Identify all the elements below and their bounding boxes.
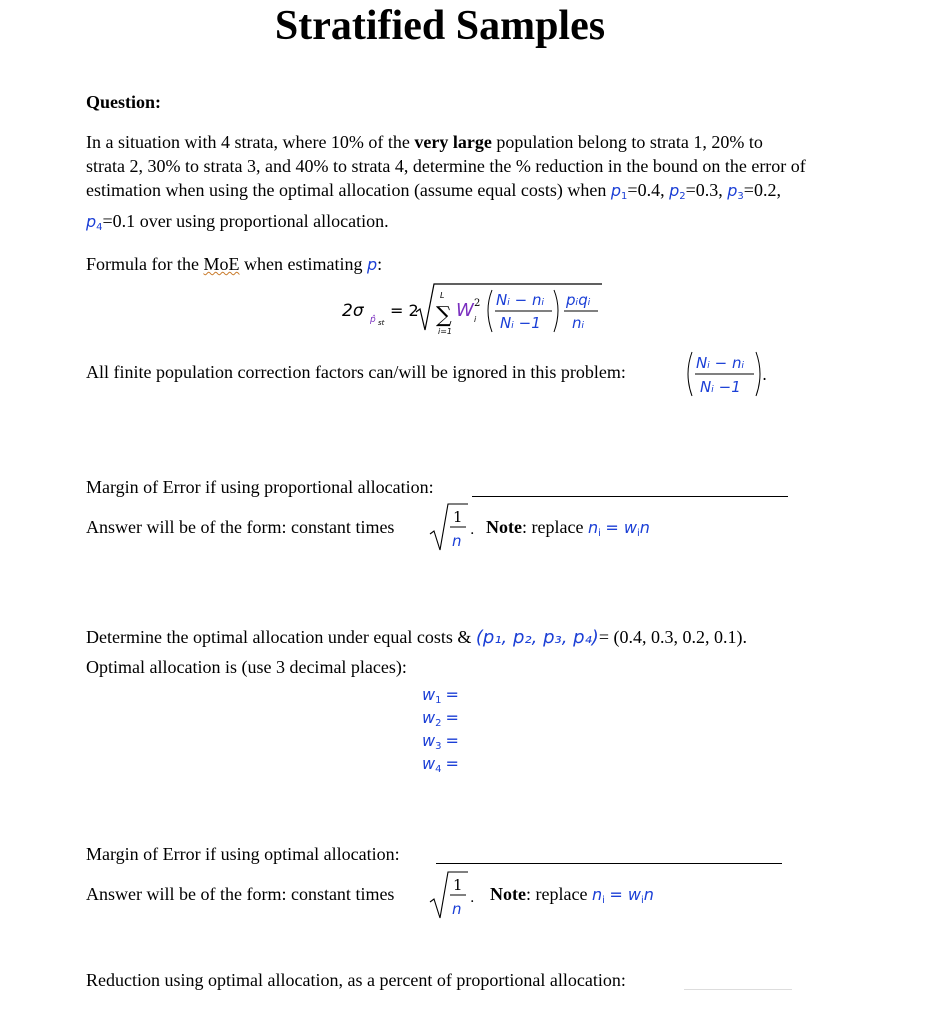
- moe-abbrev: MoE: [203, 254, 240, 274]
- fpc-note-num: Nᵢ − nᵢ: [696, 354, 745, 372]
- optimal-intro: Determine the optimal allocation under equal costs & (p₁, p₂, p₃, p₄)= (0.4, 0.3, 0.2, 0.1).: [86, 627, 747, 648]
- sum-bottom: i=1: [438, 327, 453, 336]
- fpc-note-den: Nᵢ −1: [700, 378, 741, 396]
- paren-close: [554, 290, 558, 332]
- p-value-3: $p_3=0.2$,: [727, 180, 781, 202]
- sum-sign: ∑: [436, 303, 452, 328]
- pq-numerator: pᵢqᵢ: [566, 291, 591, 309]
- formula-eq: = 2: [390, 301, 419, 320]
- moe-formula: [340, 278, 610, 342]
- p-tuple: (p₁, p₂, p₃, p₄): [475, 627, 599, 648]
- reduction-answer-line[interactable]: [684, 989, 792, 990]
- optimal-answer-line[interactable]: [436, 863, 782, 864]
- root-denominator: n: [452, 532, 462, 550]
- root-denominator-2: n: [452, 900, 462, 918]
- root-numerator: 1: [453, 508, 463, 526]
- question-emphasis: very large: [414, 132, 492, 152]
- svg-text:.: .: [470, 890, 475, 906]
- question-part-2: population belong to strata 1, 20% to strata 2, 30% to strata 3, and 40% to strata 4, determine the % reduction in the bound on the error of estimation when using the optimal allocation (assume equal costs) when: [86, 132, 806, 200]
- fpc-numerator: Nᵢ − nᵢ: [496, 291, 545, 309]
- proportional-note: Note: replace $n_i = w_in$: [486, 517, 650, 539]
- weight-row-3[interactable]: $w_3$ =: [422, 731, 459, 752]
- question-heading: Question:: [86, 92, 162, 112]
- weight-sub: i: [474, 315, 477, 324]
- fpc-note: All finite population correction factors can/will be ignored in this problem:: [86, 362, 626, 382]
- proportional-root: [428, 500, 480, 554]
- optimal-root: [428, 868, 480, 922]
- pq-denominator: nᵢ: [572, 314, 585, 332]
- root-graphic: [428, 500, 480, 554]
- weight-row-1[interactable]: $w_1$ =: [422, 685, 459, 706]
- sum-top: L: [440, 291, 445, 300]
- paren-open: [488, 290, 492, 332]
- p-value-2: $p_2=0.3$,: [669, 180, 723, 202]
- optimal-allocation-prompt: Optimal allocation is (use 3 decimal places):: [86, 657, 407, 677]
- optimal-form-text: Answer will be of the form: constant times: [86, 884, 395, 904]
- optimal-label: Margin of Error if using optimal allocation:: [86, 844, 400, 864]
- question-tail: over using proportional allocation.: [139, 211, 389, 231]
- p-value-1: $p_1=0.4$,: [610, 180, 665, 202]
- weight-sup: 2: [474, 298, 481, 309]
- optimal-note: Note: replace $n_i = w_in$: [490, 884, 654, 906]
- weights-list: [422, 685, 482, 777]
- question-part-1: In a situation with 4 strata, where 10% of the: [86, 132, 415, 152]
- fpc-fraction: [684, 348, 768, 400]
- fpc-note-end: .: [762, 365, 768, 384]
- question-text: [86, 130, 806, 240]
- formula-graphic: [340, 278, 610, 342]
- p-symbol: p: [366, 255, 378, 274]
- svg-text:.: .: [470, 522, 475, 538]
- formula-intro: Formula for the MoE when estimating p:: [86, 254, 383, 274]
- formula-lhs: 2σ: [342, 301, 364, 321]
- formula-lhs-sub: p̂: [370, 315, 376, 325]
- p-tuple-values: = (0.4, 0.3, 0.2, 0.1).: [598, 627, 747, 647]
- weight-row-2[interactable]: $w_2$ =: [422, 708, 459, 729]
- weight-row-4[interactable]: $w_4$ =: [422, 754, 459, 775]
- fpc-fraction-graphic: [684, 348, 768, 400]
- root-numerator-2: 1: [453, 876, 463, 894]
- reduction-label: Reduction using optimal allocation, as a percent of proportional allocation:: [86, 970, 626, 990]
- proportional-label: Margin of Error if using proportional allocation:: [86, 477, 434, 497]
- fpc-denominator: Nᵢ −1: [500, 314, 541, 332]
- proportional-answer-line[interactable]: [472, 496, 788, 497]
- p-value-4: $p_4=0.1$: [86, 211, 136, 233]
- page-title: Stratified Samples: [274, 3, 606, 49]
- weight-symbol: W: [456, 300, 474, 321]
- formula-lhs-subsub: st: [378, 319, 385, 327]
- root-graphic-2: [428, 868, 480, 922]
- proportional-form-text: Answer will be of the form: constant times: [86, 517, 395, 537]
